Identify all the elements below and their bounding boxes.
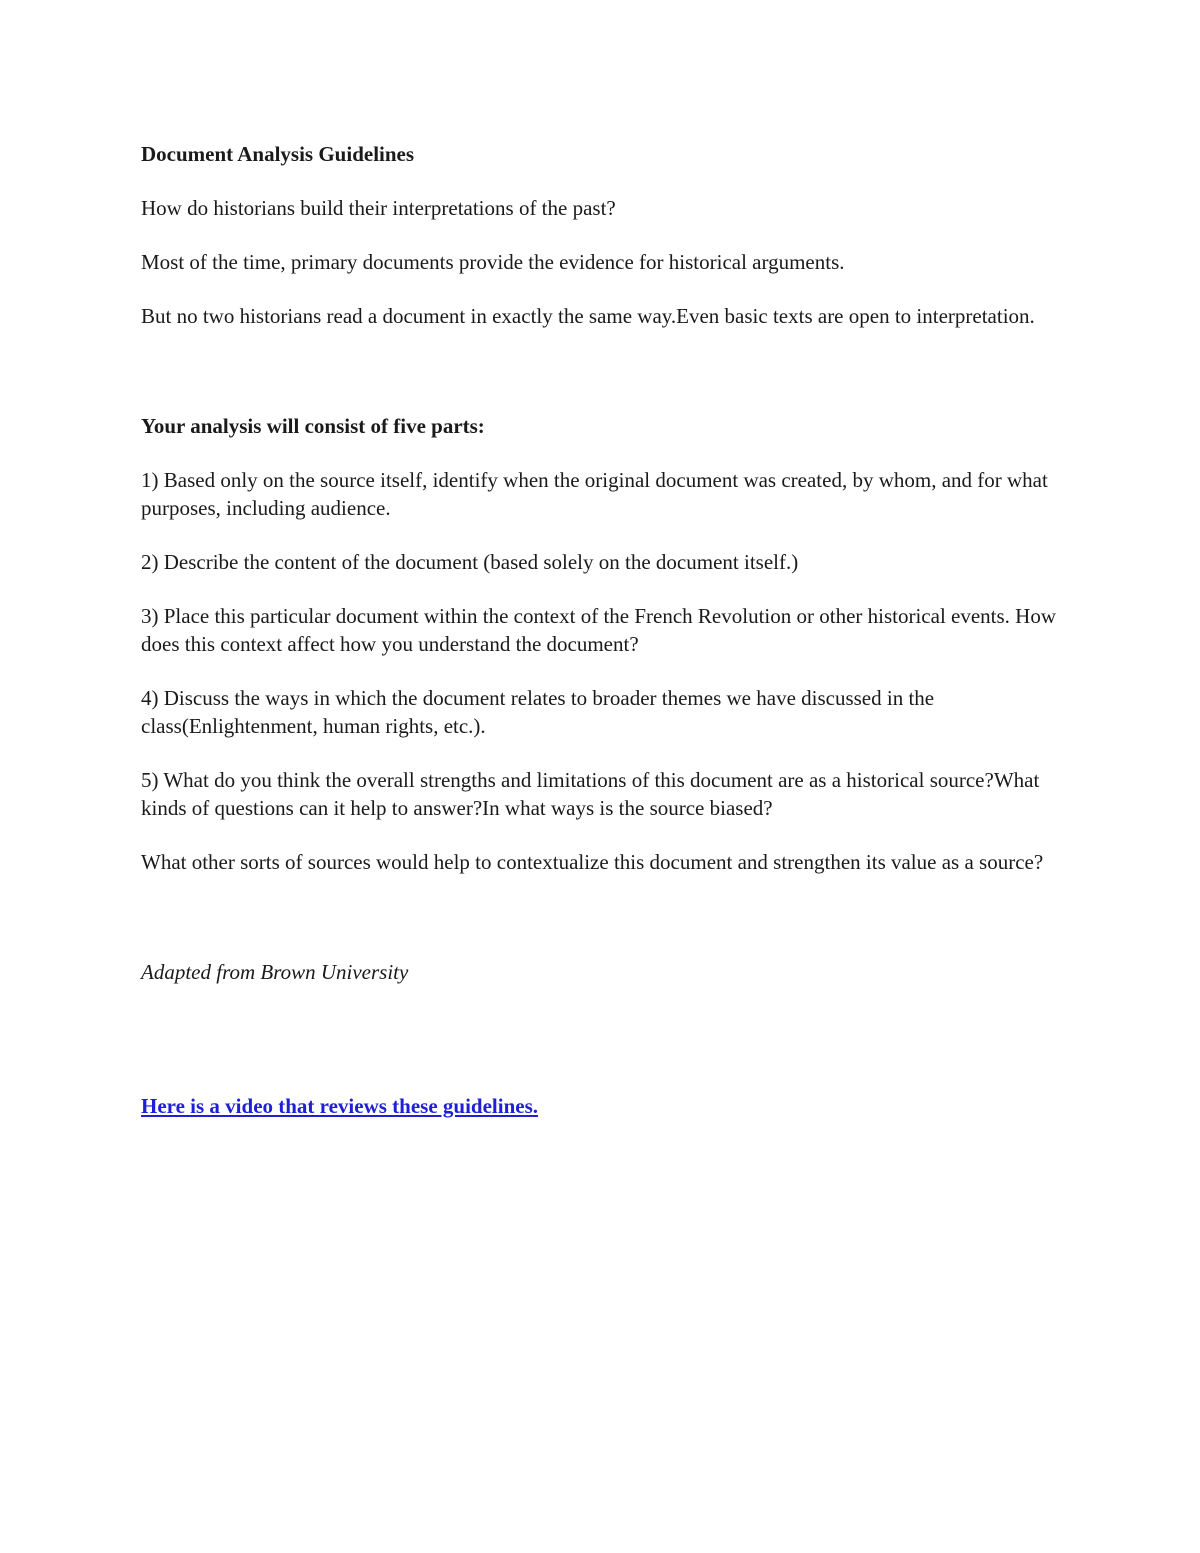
analysis-part-1: 1) Based only on the source itself, identify when the original document was created, by whom, and for what purposes, including audience. (141, 468, 1048, 520)
analysis-heading: Your analysis will consist of five parts: (141, 414, 485, 438)
analysis-part-3: 3) Place this particular document within the context of the French Revolution or other historical events. How does this context affect how you understand the document? (141, 604, 1057, 656)
analysis-part-4: 4) Discuss the ways in which the document relates to broader themes we have discussed in the class(Enlightenment, human rights, etc.). (141, 686, 935, 738)
intro-paragraph-3: But no two historians read a document in exactly the same way.Even basic texts are open to interpretation. (141, 304, 1035, 328)
intro-paragraph-1: How do historians build their interpretations of the past? (141, 196, 616, 220)
attribution: Adapted from Brown University (141, 960, 409, 984)
analysis-part-5: 5) What do you think the overall strengths and limitations of this document are as a historical source?What kinds of questions can it help to answer?In what ways is the source biased? (141, 768, 1040, 820)
document-title: Document Analysis Guidelines (141, 142, 415, 166)
analysis-part-2: 2) Describe the content of the document (based solely on the document itself.) (141, 550, 799, 574)
video-link[interactable]: Here is a video that reviews these guidelines. (141, 1094, 539, 1118)
closing-question: What other sorts of sources would help to contextualize this document and strengthen its value as a source? (141, 850, 1044, 874)
document-page (141, 140, 1071, 1120)
intro-paragraph-2: Most of the time, primary documents provide the evidence for historical arguments. (141, 250, 845, 274)
